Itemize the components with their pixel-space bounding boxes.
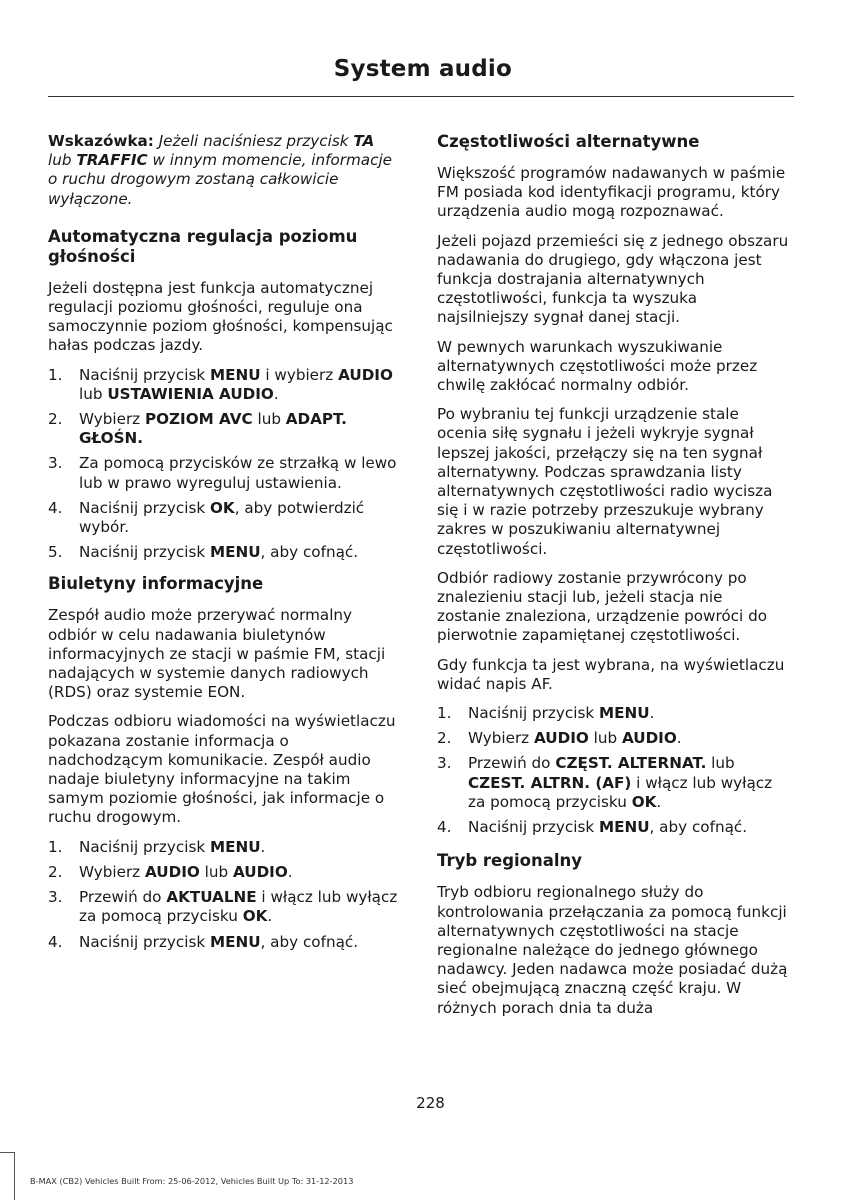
step-text: lub — [706, 754, 735, 773]
step-text: Naciśnij przycisk — [79, 365, 210, 384]
step-key: AUDIO — [621, 729, 677, 748]
hint-key-traffic: TRAFFIC — [76, 151, 148, 170]
af-paragraph-1: Większość programów nadawanych w paśmie FM posiada kod identyfikacji programu, który urządzenia audio mogą rozpoznawać. — [437, 164, 786, 221]
list-item — [48, 863, 401, 882]
step-number: 1. — [437, 704, 452, 723]
step-key: MENU — [210, 543, 261, 562]
step-text: Wybierz — [468, 729, 534, 748]
step-key: AUDIO — [232, 862, 288, 881]
af-steps — [437, 704, 790, 837]
hint-text: w innym momencie, informacje o ruchu drogowym zostaną całkowicie wyłączone. — [48, 151, 393, 208]
af-paragraph-6: Gdy funkcja ta jest wybrana, na wyświetlaczu widać napis AF. — [437, 655, 785, 693]
list-item — [48, 543, 401, 562]
step-number: 4. — [48, 932, 63, 951]
step-key: POZIOM AVC — [145, 410, 253, 429]
list-item — [48, 933, 401, 952]
step-text: Naciśnij przycisk — [79, 498, 210, 517]
list-item — [437, 729, 790, 748]
step-key: OK — [242, 907, 268, 926]
step-text: lub — [252, 410, 286, 429]
hint-key-ta: TA — [353, 132, 375, 150]
step-key: OK — [631, 792, 657, 811]
step-number: 1. — [48, 837, 63, 856]
step-key: USTAWIENIA AUDIO — [107, 384, 274, 403]
list-item — [48, 366, 401, 404]
left-column — [48, 132, 401, 962]
af-paragraph-2: Jeżeli pojazd przemieści się z jednego obszaru nadawania do drugiego, gdy włączona jest funkcja dostrajania alternatywnych częstotliwości, funkcja ta wyszuka najsilniejszy sygnał danej stacji. — [437, 231, 789, 327]
step-text: . — [676, 729, 682, 748]
step-number: 1. — [48, 365, 63, 384]
step-key: AUDIO — [145, 862, 200, 881]
step-text: Przewiń do — [79, 888, 167, 907]
list-item — [48, 838, 401, 857]
hint-label: Wskazówka: — [48, 132, 154, 150]
news-steps — [48, 838, 401, 952]
section-heading-avc: Automatyczna regulacja poziomu głośności — [48, 226, 358, 266]
crop-mark — [0, 1152, 14, 1153]
list-item — [437, 754, 790, 812]
step-text: . — [267, 907, 273, 926]
step-key: AKTUALNE — [166, 888, 257, 907]
list-item — [48, 410, 401, 448]
step-text: Naciśnij przycisk — [79, 543, 210, 562]
hint-text: Jeżeli naciśniesz przycisk — [153, 132, 354, 150]
list-item — [437, 704, 790, 723]
section-heading-news: Biuletyny informacyjne — [48, 574, 264, 594]
step-key: ADAPT. GŁOŚN. — [79, 410, 347, 448]
hint-text: lub — [48, 151, 77, 170]
footer-vehicle-info: B-MAX (CB2) Vehicles Built From: 25-06-2012, Vehicles Built Up To: 31-12-2013 — [30, 1176, 354, 1186]
step-key: MENU — [210, 932, 261, 951]
af-paragraph-4: Po wybraniu tej funkcji urządzenie stale ocenia siłę sygnału i jeżeli wykryje sygnał lepszej jakości, przełączy się na ten sygnał alternatywny. Podczas sprawdzania listy alternatywnych częstotliwości radio wycisza się i w razie potrzeby przeszukuje wybrany zakres w poszukiwaniu alternatywnej częstotliwości. — [437, 405, 773, 558]
step-number: 5. — [48, 543, 63, 562]
step-number: 2. — [48, 862, 63, 881]
step-text: . — [287, 862, 293, 881]
step-text: . — [656, 792, 662, 811]
step-number: 3. — [48, 888, 63, 907]
step-number: 3. — [48, 454, 63, 473]
step-text: Naciśnij przycisk — [468, 704, 599, 723]
step-text: Za pomocą przycisków ze strzałką w lewo lub w prawo wyreguluj ustawienia. — [79, 454, 397, 492]
page-title: System audio — [333, 56, 512, 82]
step-number: 3. — [437, 754, 452, 773]
crop-mark — [14, 1152, 15, 1200]
step-text: Naciśnij przycisk — [79, 932, 210, 951]
list-item — [48, 888, 401, 926]
step-key: MENU — [599, 704, 650, 723]
step-text: . — [649, 704, 655, 723]
step-text: , aby potwierdzić wybór. — [79, 498, 365, 537]
avc-steps — [48, 366, 401, 563]
news-paragraph-1: Zespół audio może przerywać normalny odbiór w celu nadawania biuletynów informacyjnych ze stacji w paśmie FM, stacji nadających w systemie danych radiowych (RDS) oraz systemie EON. — [48, 606, 386, 702]
step-text: lub — [588, 729, 622, 748]
regional-paragraph: Tryb odbioru regionalnego służy do kontrolowania przełączania za pomocą funkcji alternatywnych częstotliwości na stacje regionalne należące do jednego głównego nadawcy. Jeden nadawca może posiadać dużą sieć obejmującą znaczną część kraju. W różnych porach dnia ta duża — [437, 883, 788, 1017]
news-paragraph-2: Podczas odbioru wiadomości na wyświetlaczu pokazana zostanie informacja o nadchodzącym komunikacie. Zespół audio nadaje biuletyny informacyjne na takim samym poziomie głośności, jak informacje o ruchu drogowym. — [48, 712, 396, 827]
header-divider — [48, 96, 794, 97]
step-text: i włącz lub wyłącz za pomocą przycisku — [468, 773, 773, 811]
step-key: MENU — [210, 837, 261, 856]
step-number: 2. — [48, 410, 63, 429]
hint-paragraph — [48, 132, 401, 209]
step-text: lub — [79, 384, 108, 403]
list-item — [437, 818, 790, 837]
step-text: , aby cofnąć. — [649, 818, 748, 837]
af-paragraph-3: W pewnych warunkach wyszukiwanie alternatywnych częstotliwości może przez chwilę zakłócać normalny odbiór. — [437, 337, 758, 395]
avc-paragraph: Jeżeli dostępna jest funkcja automatycznej regulacji poziomu głośności, reguluje ona samoczynnie poziom głośności, kompensując hałas podczas jazdy. — [48, 278, 393, 355]
step-text: i włącz lub wyłącz za pomocą przycisku — [79, 888, 398, 926]
section-heading-regional: Tryb regionalny — [437, 851, 583, 871]
step-text: Wybierz — [79, 410, 145, 429]
step-text: lub — [199, 862, 233, 881]
step-key: MENU — [210, 365, 261, 384]
step-key: OK — [210, 498, 235, 517]
step-number: 4. — [48, 498, 63, 517]
step-text: . — [273, 384, 279, 403]
step-key: MENU — [599, 818, 650, 837]
step-text: Przewiń do — [468, 754, 556, 773]
page-number: 228 — [416, 1094, 445, 1112]
list-item — [48, 454, 401, 492]
step-number: 2. — [437, 729, 452, 748]
section-heading-af: Częstotliwości alternatywne — [437, 132, 700, 151]
step-text: Naciśnij przycisk — [468, 818, 599, 837]
step-key: AUDIO — [534, 729, 589, 748]
step-text: , aby cofnąć. — [260, 543, 359, 562]
step-text: Naciśnij przycisk — [79, 837, 210, 856]
step-key: CZEST. ALTRN. (AF) — [468, 773, 632, 792]
list-item — [48, 499, 401, 537]
step-text: Wybierz — [79, 862, 145, 881]
step-text: , aby cofnąć. — [260, 932, 359, 951]
step-text: . — [260, 837, 266, 856]
right-column — [437, 132, 790, 1028]
af-paragraph-5: Odbiór radiowy zostanie przywrócony po znalezieniu stacji lub, jeżeli stacja nie zostanie znaleziona, urządzenie powróci do pierwotnie zapamiętanej częstotliwości. — [437, 568, 768, 645]
step-text: i wybierz — [260, 365, 339, 384]
step-key: CZĘST. ALTERNAT. — [555, 754, 707, 773]
step-number: 4. — [437, 818, 452, 837]
step-key: AUDIO — [338, 365, 393, 384]
